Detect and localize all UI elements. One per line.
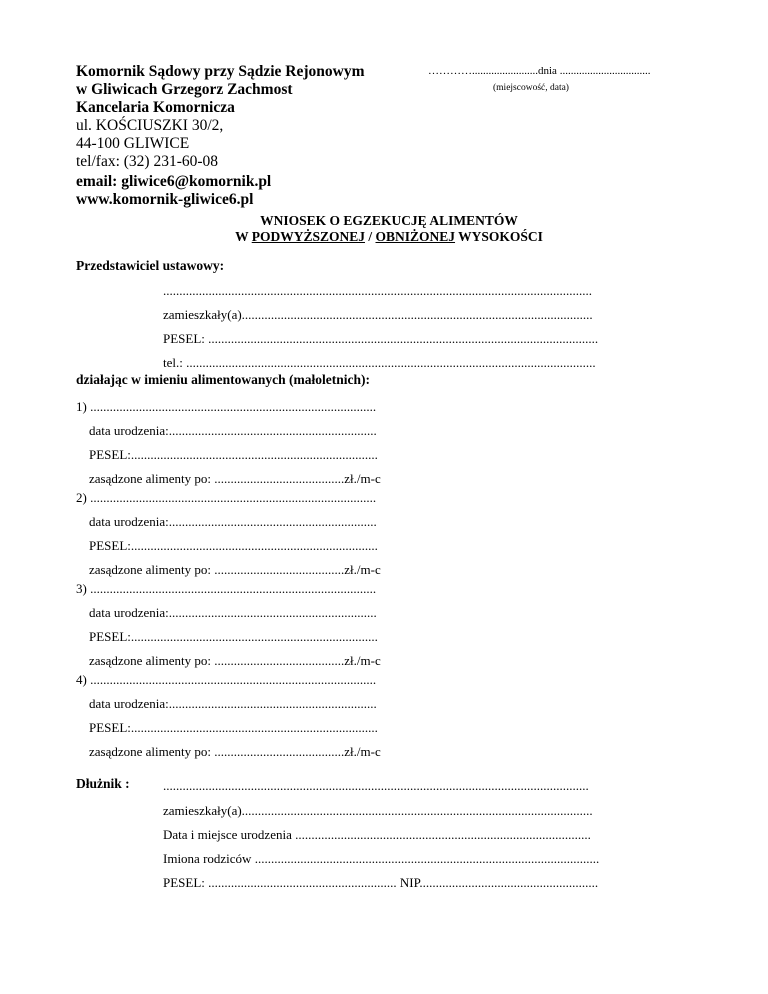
- child-2-birth-field: data urodzenia:................................................................: [89, 514, 377, 529]
- child-2-name-field: 2) ........................................................................................: [76, 490, 377, 505]
- representative-heading: Przedstawiciel ustawowy:: [76, 258, 225, 273]
- subtitle-decreased: OBNIŻONEJ: [375, 229, 456, 244]
- debtor-pesel-nip-field: PESEL: .......................................................... NIP.......................................................: [163, 875, 599, 890]
- website: www.komornik-gliwice6.pl: [76, 191, 254, 208]
- child-3-name-field: 3) ........................................................................................: [76, 581, 377, 596]
- child-4-name-field: 4) ........................................................................................: [76, 672, 377, 687]
- representative-tel-field: tel.: ..............................................................................................................................: [163, 355, 596, 370]
- city-address: 44-100 GLIWICE: [76, 135, 190, 152]
- child-4-birth-field: data urodzenia:................................................................: [89, 696, 377, 711]
- document-title: WNIOSEK O EGZEKUCJĘ ALIMENTÓW: [260, 213, 518, 228]
- date-field: …………........................dnia .................................: [428, 65, 651, 77]
- representative-name-field: ....................................................................................................................................: [163, 283, 592, 298]
- child-2-pesel-field: PESEL:............................................................................: [89, 538, 378, 553]
- child-4-alimony-field: zasądzone alimenty po: ........................................zł./m-c: [89, 744, 381, 759]
- representative-pesel-field: PESEL: ........................................................................................................................: [163, 331, 599, 346]
- child-1-name-field: 1) ........................................................................................: [76, 399, 377, 414]
- subtitle-w: W: [235, 229, 252, 244]
- child-4-pesel-field: PESEL:............................................................................: [89, 720, 378, 735]
- child-3-alimony-field: zasądzone alimenty po: ........................................zł./m-c: [89, 653, 381, 668]
- bailiff-name: w Gliwicach Grzegorz Zachmost: [76, 81, 293, 98]
- email: email: gliwice6@komornik.pl: [76, 173, 272, 190]
- debtor-parents-field: Imiona rodziców ..........................................................................................................: [163, 851, 600, 866]
- street-address: ul. KOŚCIUSZKI 30/2,: [76, 117, 224, 134]
- children-heading: działając w imieniu alimentowanych (małoletnich):: [76, 372, 370, 387]
- debtor-name-field: ...................................................................................................................................: [163, 778, 589, 793]
- debtor-address-field: zamieszkały(a)............................................................................................................: [163, 803, 593, 818]
- office-name: Kancelaria Komornicza: [76, 99, 235, 116]
- child-2-alimony-field: zasądzone alimenty po: ........................................zł./m-c: [89, 562, 381, 577]
- date-caption: (miejscowość, data): [493, 83, 569, 93]
- subtitle-increased: PODWYŻSZONEJ: [251, 229, 365, 244]
- child-1-alimony-field: zasądzone alimenty po: ........................................zł./m-c: [89, 471, 381, 486]
- subtitle-sep: /: [364, 229, 376, 244]
- child-1-birth-field: data urodzenia:................................................................: [89, 423, 377, 438]
- subtitle-rest: WYSOKOŚCI: [455, 229, 543, 244]
- child-3-birth-field: data urodzenia:................................................................: [89, 605, 377, 620]
- child-3-pesel-field: PESEL:............................................................................: [89, 629, 378, 644]
- phone: tel/fax: (32) 231-60-08: [76, 153, 219, 170]
- debtor-birth-field: Data i miejsce urodzenia ...........................................................................................: [163, 827, 591, 842]
- representative-address-field: zamieszkały(a)............................................................................................................: [163, 307, 593, 322]
- child-1-pesel-field: PESEL:............................................................................: [89, 447, 378, 462]
- document-subtitle: [0, 229, 768, 245]
- bailiff-title: Komornik Sądowy przy Sądzie Rejonowym: [76, 63, 365, 80]
- debtor-label: Dłużnik :: [76, 776, 130, 791]
